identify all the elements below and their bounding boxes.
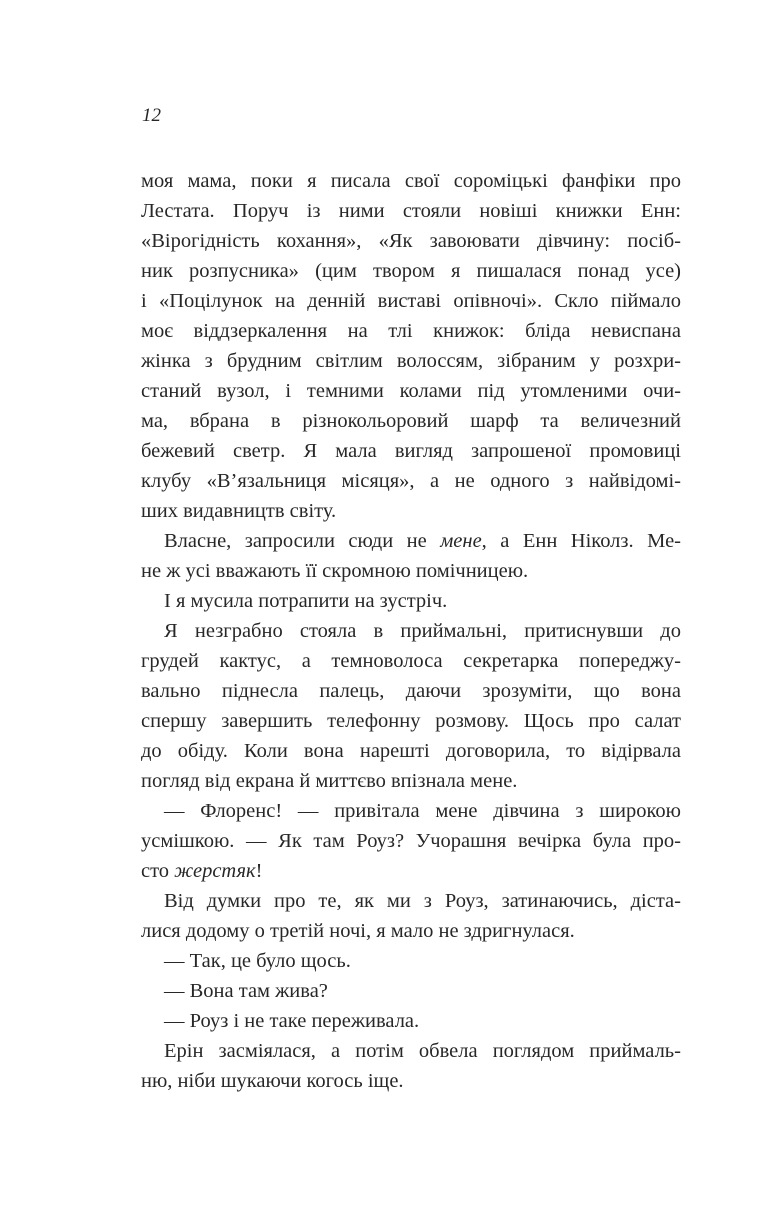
body-text: Лестата. Поруч із ними стояли новіші книжки Енн:: [141, 200, 681, 222]
body-text: ник розпусника» (цим твором я пишалася понад усе): [141, 260, 681, 282]
text-line: [141, 616, 681, 646]
body-text: лися додому о третій ночі, я мало не здригнулася.: [141, 920, 575, 942]
body-text: спершу завершить телефонну розмову. Щось про салат: [141, 710, 681, 732]
text-line: [141, 976, 681, 1006]
body-text: і «Поцілунок на денній виставі опівночі». Скло піймало: [141, 290, 681, 312]
text-line: [141, 556, 681, 586]
text-line: [141, 346, 681, 376]
body-text: — Роуз і не таке переживала.: [164, 1010, 420, 1032]
text-line: [141, 736, 681, 766]
body-text: жінка з брудним світлим волоссям, зібраним у розхри-: [141, 350, 681, 372]
body-text: ших видавництв світу.: [141, 500, 337, 522]
text-line: [141, 766, 681, 796]
body-text: станий вузол, і темними колами під утомленими очи-: [141, 380, 681, 402]
body-text: до обіду. Коли вона нарешті договорила, то відірвала: [141, 740, 681, 762]
text-line: [141, 496, 681, 526]
body-text: — Так, це було щось.: [164, 950, 351, 972]
text-line: [141, 586, 681, 616]
text-line: [141, 466, 681, 496]
text-line: [141, 916, 681, 946]
text-line: [141, 826, 681, 856]
body-text: Від думки про те, як ми з Роуз, затинаючись, діста-: [164, 890, 681, 912]
text-line: [141, 646, 681, 676]
body-text: — Вона там жива?: [164, 980, 328, 1002]
body-text: «Вірогідність кохання», «Як завоювати дівчину: посіб-: [141, 230, 681, 252]
text-line: [141, 166, 681, 196]
text-line: [141, 886, 681, 916]
body-text: сто: [141, 860, 175, 882]
italic-text: мене: [440, 530, 482, 552]
text-line: [141, 256, 681, 286]
text-line: [141, 1036, 681, 1066]
body-text: , а Енн Ніколз. Ме-: [481, 530, 681, 552]
text-line: [141, 376, 681, 406]
body-text: ма, вбрана в різнокольоровий шарф та величезний: [141, 410, 681, 432]
text-line: [141, 946, 681, 976]
text-line: [141, 676, 681, 706]
text-line: [141, 796, 681, 826]
body-text: Я незграбно стояла в приймальні, притиснувши до: [164, 620, 681, 642]
text-line: [141, 856, 681, 886]
body-text: вально піднесла палець, даючи зрозуміти, що вона: [141, 680, 681, 702]
text-line: [141, 436, 681, 466]
text-line: [141, 316, 681, 346]
text-block: [141, 166, 681, 1096]
body-text: моя мама, поки я писала свої сороміцькі фанфіки про: [141, 170, 681, 192]
text-line: [141, 196, 681, 226]
body-text: усмішкою. — Як там Роуз? Учорашня вечірка була про-: [141, 830, 681, 852]
body-text: Ерін засміялася, а потім обвела поглядом приймаль-: [164, 1040, 681, 1062]
text-line: [141, 286, 681, 316]
page-number: 12: [142, 105, 161, 126]
body-text: Власне, запросили сюди не: [164, 530, 441, 552]
body-text: бежевий светр. Я мала вигляд запрошеної промовиці: [141, 440, 681, 462]
italic-text: жерстяк: [174, 860, 256, 882]
text-line: [141, 406, 681, 436]
body-text: ню, ніби шукаючи когось іще.: [141, 1070, 404, 1092]
body-text: І я мусила потрапити на зустріч.: [164, 590, 448, 612]
body-text: погляд від екрана й миттєво впізнала мене.: [141, 770, 518, 792]
text-line: [141, 1006, 681, 1036]
body-text: клубу «В’язальниця місяця», а не одного з найвідомі-: [141, 470, 681, 492]
body-text: !: [255, 860, 263, 882]
body-text: не ж усі вважають її скромною помічницею.: [141, 560, 529, 582]
text-line: [141, 526, 681, 556]
body-text: — Флоренс! — привітала мене дівчина з широкою: [164, 800, 681, 822]
text-line: [141, 226, 681, 256]
text-line: [141, 1066, 681, 1096]
body-text: моє віддзеркалення на тлі книжок: бліда невиспана: [141, 320, 681, 342]
body-text: грудей кактус, а темноволоса секретарка попереджу-: [141, 650, 681, 672]
text-line: [141, 706, 681, 736]
